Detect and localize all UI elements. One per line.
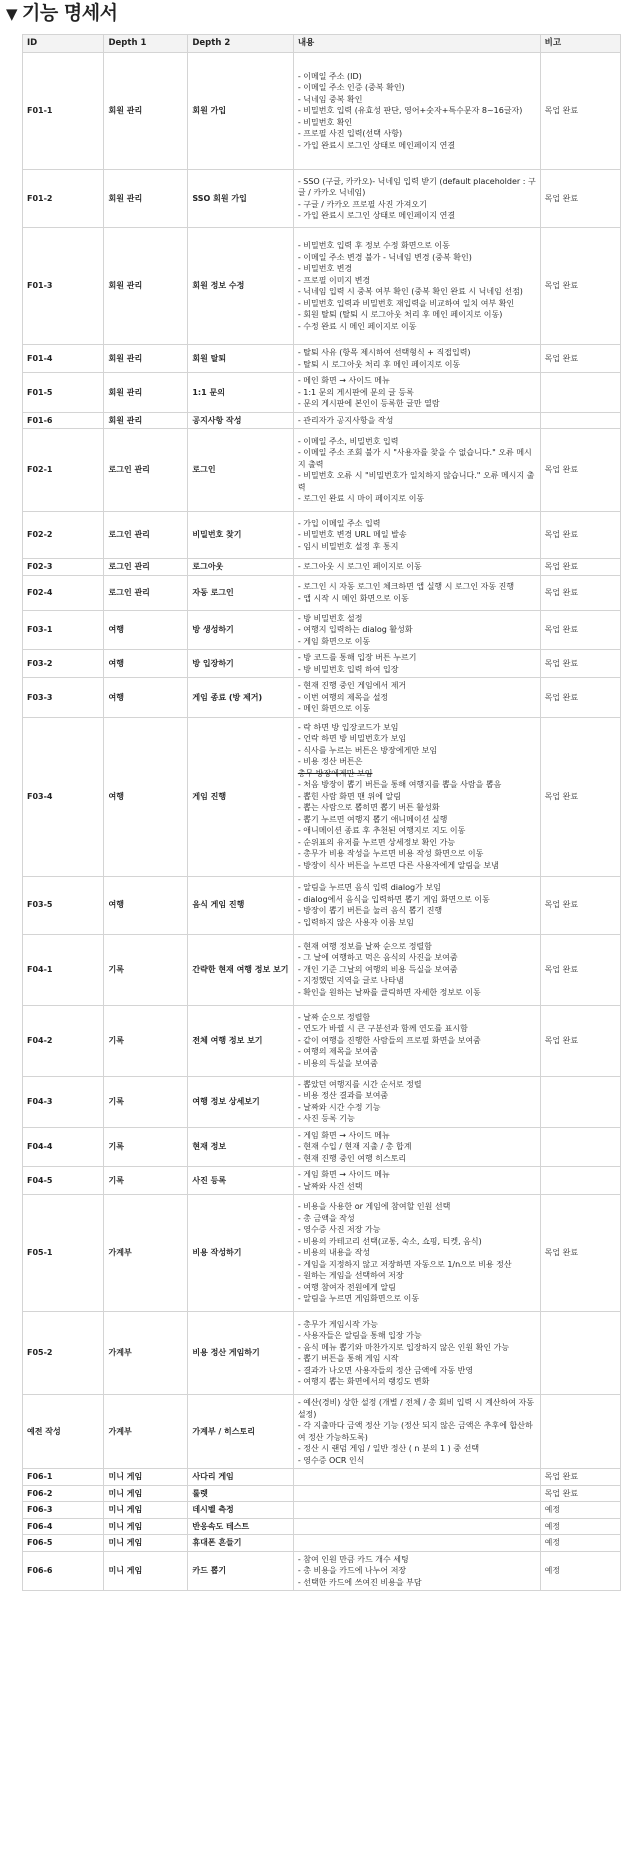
cell-depth2: SSO 회원 가입 (188, 170, 293, 228)
content-line: - 총무가 비용 작성을 누르면 비용 작성 화면으로 이동 (297, 849, 484, 859)
cell-note: 목업 완료 (540, 53, 620, 170)
cell-id: F03-1 (23, 610, 104, 650)
cell-content (293, 228, 540, 345)
cell-content (293, 1167, 540, 1195)
cell-content (293, 429, 540, 512)
cell-depth2: 룰렛 (188, 1485, 293, 1502)
cell-note: 목업 완료 (540, 1005, 620, 1076)
cell-depth1: 미니 게임 (104, 1485, 188, 1502)
content-line: - 날짜와 사건 선택 (297, 1181, 363, 1191)
content-line: - 현재 진행 중인 게임에서 제거 (297, 681, 407, 690)
cell-note (540, 1127, 620, 1167)
content-line: - 알림을 누르면 음식 입력 dialog가 보임 (297, 883, 441, 892)
cell-content (293, 1551, 540, 1591)
content-line: - 비밀번호 변경 (297, 264, 353, 273)
content-line: - 이메일 주소 변경 불가 - 닉네임 변경 (중복 확인) (297, 252, 472, 262)
cell-depth1: 기록 (104, 934, 188, 1005)
content-line: - 입력하지 않은 사용자 이름 보임 (297, 917, 414, 927)
cell-note: 목업 완료 (540, 934, 620, 1005)
content-line: - 원하는 게임을 선택하여 저장 (297, 1271, 404, 1281)
table-row (23, 53, 621, 170)
content-line: - 순위표의 유저를 누르면 상세정보 확인 가능 (297, 837, 456, 847)
content-line: - 애니메이션 종료 후 추천된 여행지로 지도 이동 (297, 826, 466, 836)
table-row (23, 575, 621, 610)
table-row (23, 876, 621, 934)
cell-depth1: 가계부 (104, 1195, 188, 1312)
cell-id: F04-2 (23, 1005, 104, 1076)
cell-id: F01-2 (23, 170, 104, 228)
cell-id: F03-4 (23, 717, 104, 876)
content-line: - 비밀번호 확인 (297, 117, 353, 127)
content-line: - 비밀번호 입력과 비밀번호 재입력을 비교하여 일치 여부 확인 (297, 298, 515, 308)
cell-id: F06-6 (23, 1551, 104, 1591)
header-content: 내용 (293, 35, 540, 53)
cell-depth2: 데시벨 측정 (188, 1502, 293, 1519)
content-line: - 프로필 이미지 변경 (297, 275, 371, 285)
content-line: - 총무가 게임시작 가능 (297, 1319, 378, 1329)
cell-id: 예전 작성 (23, 1395, 104, 1469)
cell-note: 예정 (540, 1518, 620, 1535)
cell-id: F01-4 (23, 345, 104, 373)
cell-depth2: 간략한 현재 여행 정보 보기 (188, 934, 293, 1005)
cell-note: 목업 완료 (540, 650, 620, 678)
cell-depth1: 기록 (104, 1167, 188, 1195)
content-line: - 1:1 문의 게시판에 문의 글 등록 (297, 387, 414, 397)
cell-depth2: 회원 가입 (188, 53, 293, 170)
cell-depth2: 공지사항 작성 (188, 412, 293, 429)
content-line: - 로그인 시 자동 로그인 체크하면 앱 실행 시 로그인 자동 진행 (297, 582, 515, 591)
page-title (6, 0, 117, 27)
cell-id: F06-5 (23, 1535, 104, 1552)
table-row (23, 373, 621, 413)
cell-content (293, 170, 540, 228)
content-line: - 메인 화면으로 이동 (297, 704, 371, 713)
cell-id: F02-2 (23, 512, 104, 559)
cell-depth1: 가계부 (104, 1395, 188, 1469)
cell-content (293, 717, 540, 876)
cell-id: F04-1 (23, 934, 104, 1005)
cell-content (293, 1395, 540, 1469)
content-line: - 참여 인원 만큼 카드 개수 세팅 (297, 1554, 409, 1564)
content-line: - 지정했던 지역을 글로 나타냄 (297, 976, 404, 986)
cell-note: 목업 완료 (540, 345, 620, 373)
cell-depth1: 회원 관리 (104, 228, 188, 345)
spec-table (22, 34, 621, 1591)
content-line: - 가입 완료시 로그인 상태로 메인페이지 연결 (297, 140, 456, 150)
content-line: - 뽑기 버튼을 통해 게임 시작 (297, 1354, 399, 1363)
cell-depth1: 회원 관리 (104, 345, 188, 373)
header-depth1: Depth 1 (104, 35, 188, 53)
content-line: - 알림을 누르면 게임화면으로 이동 (297, 1294, 420, 1304)
content-line: - 로그인 완료 시 마이 페이지로 이동 (297, 494, 425, 503)
content-line: - 뽑는 사람으로 뽑히면 뽑기 버튼 활성화 (297, 803, 440, 813)
cell-content (293, 1005, 540, 1076)
cell-note (540, 373, 620, 413)
content-line: - 날짜와 시간 수정 기능 (297, 1102, 381, 1112)
cell-content (293, 345, 540, 373)
table-row (23, 1005, 621, 1076)
table-row (23, 512, 621, 559)
table-row (23, 1167, 621, 1195)
content-line: - 날짜 순으로 정렬함 (297, 1012, 371, 1022)
cell-content (293, 53, 540, 170)
content-line: - 이메일 주소 조회 불가 시 "사용자를 찾을 수 없습니다." 오류 메시지 출력 (297, 448, 532, 469)
cell-id: F04-5 (23, 1167, 104, 1195)
content-line: - 그 날에 여행하고 먹은 음식의 사진을 보여줌 (297, 953, 458, 963)
cell-depth1: 회원 관리 (104, 373, 188, 413)
table-row (23, 1127, 621, 1167)
header-depth2: Depth 2 (188, 35, 293, 53)
content-line: - 방 비밀번호 설정 (297, 613, 363, 623)
cell-depth2: 사다리 게임 (188, 1469, 293, 1486)
content-line: - 여행의 제목을 보여줌 (297, 1047, 378, 1057)
cell-id: F02-4 (23, 575, 104, 610)
table-row (23, 1076, 621, 1127)
content-line: - dialog에서 음식을 입력하면 뽑기 게임 화면으로 이동 (297, 894, 490, 904)
content-line: - 뽑힌 사람 화면 맨 위에 알림 (297, 791, 401, 801)
content-line: - 방장이 뽑기 버튼을 눌러 음식 뽑기 진행 (297, 906, 443, 915)
content-line: - 뽑았던 여행지를 시간 순서로 정렬 (297, 1079, 422, 1089)
cell-content (293, 575, 540, 610)
cell-id: F01-3 (23, 228, 104, 345)
content-line: - 비용의 내용을 작성 (297, 1248, 371, 1258)
content-line: - 닉네임 중복 확인 (297, 94, 363, 104)
cell-id: F01-6 (23, 412, 104, 429)
content-line: - 여행지 입력하는 dialog 활성화 (297, 625, 413, 634)
cell-id: F03-3 (23, 678, 104, 718)
cell-id: F03-5 (23, 876, 104, 934)
cell-content (293, 678, 540, 718)
cell-depth1: 여행 (104, 717, 188, 876)
cell-depth2: 1:1 문의 (188, 373, 293, 413)
cell-note (540, 412, 620, 429)
cell-note: 목업 완료 (540, 170, 620, 228)
header-id: ID (23, 35, 104, 53)
content-line: - 각 지출마다 금액 정산 기능 (정산 되지 않은 금액은 추후에 합산하여 정산 가능하도록) (297, 1421, 533, 1442)
cell-id: F01-1 (23, 53, 104, 170)
cell-depth2: 비밀번호 찾기 (188, 512, 293, 559)
cell-note: 목업 완료 (540, 717, 620, 876)
content-line: - 닉네임 입력 시 중복 여부 확인 (중복 확인 완료 시 닉네임 선점) (297, 287, 523, 296)
cell-depth2: 자동 로그인 (188, 575, 293, 610)
content-line: - 비밀번호 입력 후 정보 수정 화면으로 이동 (297, 241, 450, 250)
cell-note: 목업 완료 (540, 678, 620, 718)
content-line: - 사용자들은 알림을 통해 입장 가능 (297, 1331, 422, 1340)
content-line: - 확인을 원하는 날짜를 클릭하면 자세한 정보로 이동 (297, 987, 481, 997)
cell-id: F06-3 (23, 1502, 104, 1519)
table-row (23, 678, 621, 718)
cell-depth1: 로그인 관리 (104, 512, 188, 559)
content-line: - 메인 화면 → 사이드 메뉴 (297, 376, 390, 385)
content-line: - 현재 수입 / 현재 지출 / 총 합계 (297, 1142, 412, 1151)
content-line: - 사진 등록 기능 (297, 1114, 355, 1123)
table-row (23, 228, 621, 345)
content-line: 총무 방장에게만 보임 (297, 768, 373, 778)
content-line: - 로그아웃 시 로그인 페이지로 이동 (297, 562, 422, 571)
cell-note: 예정 (540, 1535, 620, 1552)
cell-depth1: 미니 게임 (104, 1551, 188, 1591)
table-row (23, 1312, 621, 1395)
table-row (23, 170, 621, 228)
content-line: - 수정 완료 시 메인 페이지로 이동 (297, 321, 417, 331)
table-row (23, 1551, 621, 1591)
cell-content (293, 1127, 540, 1167)
content-line: - 예산(경비) 상한 설정 (개별 / 전체 / 총 회비 입력 시 계산하여 자동 설정) (297, 1398, 534, 1419)
cell-depth2: 회원 정보 수정 (188, 228, 293, 345)
content-line: - 락 하면 방 입장코드가 보임 (297, 722, 399, 732)
table-row (23, 610, 621, 650)
cell-depth2: 전체 여행 정보 보기 (188, 1005, 293, 1076)
cell-depth2: 게임 진행 (188, 717, 293, 876)
cell-note (540, 1312, 620, 1395)
cell-depth2: 가계부 / 히스토리 (188, 1395, 293, 1469)
content-line: - 프로필 사진 입력(선택 사항) (297, 129, 403, 139)
cell-depth2: 방 생성하기 (188, 610, 293, 650)
cell-content (293, 1195, 540, 1312)
content-line: - 관리자가 공지사항을 작성 (297, 415, 394, 425)
cell-depth1: 여행 (104, 678, 188, 718)
content-line: - 영수증 OCR 인식 (297, 1455, 365, 1465)
cell-depth1: 미니 게임 (104, 1518, 188, 1535)
content-line: - 비밀번호 변경 URL 메일 발송 (297, 530, 407, 540)
cell-content (293, 610, 540, 650)
cell-id: F02-3 (23, 559, 104, 576)
content-line: - 선택한 카드에 쓰여진 비용을 부담 (297, 1577, 422, 1587)
table-row (23, 429, 621, 512)
content-line: - 결과가 나오면 사용자들의 정산 금액에 자동 반영 (297, 1365, 474, 1375)
cell-depth1: 여행 (104, 876, 188, 934)
cell-content (293, 650, 540, 678)
cell-depth1: 미니 게임 (104, 1469, 188, 1486)
cell-note (540, 1395, 620, 1469)
content-line: - 현재 여행 정보를 날짜 순으로 정렬함 (297, 941, 432, 951)
page-title-text: 기능 명세서 (22, 2, 118, 24)
cell-note: 예정 (540, 1502, 620, 1519)
content-line: - 연도가 바뀔 시 큰 구분선과 함께 연도를 표시함 (297, 1024, 468, 1034)
cell-id: F06-1 (23, 1469, 104, 1486)
content-line: - 방장이 식사 버튼을 누르면 다른 사용자에게 알림을 보냄 (297, 860, 499, 870)
content-line: - 이메일 주소 (ID) (297, 71, 362, 81)
cell-depth1: 로그인 관리 (104, 575, 188, 610)
cell-content (293, 934, 540, 1005)
content-line: - 게임을 지정하지 않고 저장하면 자동으로 1/n으로 비용 정산 (297, 1259, 512, 1269)
content-line: - 식사를 누르는 버튼은 방장에게만 보임 (297, 745, 438, 755)
cell-content (293, 1312, 540, 1395)
cell-depth1: 여행 (104, 610, 188, 650)
cell-depth1: 로그인 관리 (104, 559, 188, 576)
content-line: - 게임 화면으로 이동 (297, 636, 371, 646)
content-line: - 총 금액을 작성 (297, 1213, 355, 1223)
content-line: - 언락 하면 방 비밀번호가 보임 (297, 734, 407, 744)
table-row (23, 1485, 621, 1502)
cell-note: 목업 완료 (540, 559, 620, 576)
content-line: - 회원 탈퇴 (탈퇴 시 로그아웃 처리 후 메인 페이지로 이동) (297, 310, 503, 319)
cell-depth2: 음식 게임 진행 (188, 876, 293, 934)
cell-id: F03-2 (23, 650, 104, 678)
cell-depth2: 로그아웃 (188, 559, 293, 576)
cell-id: F06-2 (23, 1485, 104, 1502)
content-line: - 게임 화면 → 사이드 메뉴 (297, 1130, 390, 1140)
cell-id: F04-4 (23, 1127, 104, 1167)
table-row (23, 650, 621, 678)
header-note: 비고 (540, 35, 620, 53)
cell-depth1: 미니 게임 (104, 1502, 188, 1519)
cell-content (293, 559, 540, 576)
cell-depth1: 기록 (104, 1127, 188, 1167)
content-line: - 이메일 주소, 비밀번호 입력 (297, 436, 399, 446)
cell-depth2: 방 입장하기 (188, 650, 293, 678)
content-line: - 음식 메뉴 뽑기와 마찬가지로 입장하지 않은 인원 확인 가능 (297, 1342, 510, 1352)
content-line: - 비용의 카테고리 선택(교통, 숙소, 쇼핑, 티켓, 음식) (297, 1236, 482, 1246)
content-line: - 게임 화면 → 사이드 메뉴 (297, 1170, 390, 1179)
cell-depth2: 회원 탈퇴 (188, 345, 293, 373)
content-line: - 정산 시 랜덤 게임 / 일반 정산 ( n 분의 1 ) 중 선택 (297, 1444, 480, 1453)
cell-depth2: 게임 종료 (방 제거) (188, 678, 293, 718)
cell-depth2: 카드 뽑기 (188, 1551, 293, 1591)
content-line: - 같이 여행을 진행한 사람들의 프로필 화면을 보여줌 (297, 1035, 481, 1045)
cell-note: 목업 완료 (540, 610, 620, 650)
cell-depth2: 로그인 (188, 429, 293, 512)
content-line: - 비밀번호 오류 시 "비밀번호가 일치하지 않습니다." 오류 메시지 출력 (297, 471, 535, 492)
cell-id: F05-1 (23, 1195, 104, 1312)
cell-content (293, 1485, 540, 1502)
cell-content (293, 412, 540, 429)
content-line: - 앱 시작 시 메인 화면으로 이동 (297, 593, 409, 603)
cell-depth1: 회원 관리 (104, 53, 188, 170)
cell-depth1: 여행 (104, 650, 188, 678)
cell-id: F01-5 (23, 373, 104, 413)
cell-depth1: 회원 관리 (104, 412, 188, 429)
table-row (23, 934, 621, 1005)
content-line: - 총 비용을 카드에 나누어 저장 (297, 1566, 407, 1575)
cell-content (293, 1502, 540, 1519)
cell-content (293, 1469, 540, 1486)
table-row (23, 1195, 621, 1312)
cell-id: F04-3 (23, 1076, 104, 1127)
content-line: - 여행지 뽑는 화면에서의 랭킹도 변화 (297, 1377, 430, 1386)
cell-content (293, 1518, 540, 1535)
content-line: - SSO (구글, 카카오)- 닉네임 입력 받기 (default placeholder : 구글 / 카카오 닉네임) (297, 176, 536, 197)
cell-note: 목업 완료 (540, 1485, 620, 1502)
cell-note: 예정 (540, 1551, 620, 1591)
content-line: - 뽑기 누르면 여행지 뽑기 애니메이션 실행 (297, 814, 448, 824)
table-row (23, 1395, 621, 1469)
cell-content (293, 1076, 540, 1127)
content-line: - 가입 이메일 주소 입력 (297, 518, 381, 528)
content-line: - 여행 참여자 전원에게 알림 (297, 1282, 396, 1292)
table-row (23, 1469, 621, 1486)
cell-depth1: 기록 (104, 1005, 188, 1076)
cell-note: 목업 완료 (540, 228, 620, 345)
cell-depth1: 회원 관리 (104, 170, 188, 228)
table-row (23, 1502, 621, 1519)
content-line: - 방 비밀번호 입력 하여 입장 (297, 664, 399, 674)
content-line: - 이메일 주소 인증 (중복 확인) (297, 83, 405, 93)
cell-content (293, 1535, 540, 1552)
content-line: - 현재 진행 중인 여행 히스토리 (297, 1153, 407, 1163)
content-line: - 영수증 사진 저장 가능 (297, 1225, 381, 1235)
content-line: - 비밀번호 입력 (유효성 판단, 영어+숫자+특수문자 8~16글자) (297, 106, 523, 116)
cell-depth1: 기록 (104, 1076, 188, 1127)
cell-depth1: 로그인 관리 (104, 429, 188, 512)
content-line: - 비용의 득실을 보여줌 (297, 1058, 378, 1068)
content-line: - 임시 비밀번호 설정 후 통지 (297, 541, 399, 551)
cell-note: 목업 완료 (540, 575, 620, 610)
content-line: - 탈퇴 사유 (항목 제시하여 선택형식 + 직접입력) (297, 348, 471, 357)
content-line: - 비용을 사용한 or 게임에 참여할 인원 선택 (297, 1202, 451, 1212)
content-line: - 구글 / 카카오 프로필 사진 가져오기 (297, 199, 427, 209)
cell-depth2: 사진 등록 (188, 1167, 293, 1195)
cell-depth1: 가계부 (104, 1312, 188, 1395)
content-line: - 방 코드를 통해 입장 버튼 누르기 (297, 653, 417, 662)
cell-depth2: 반응속도 테스트 (188, 1518, 293, 1535)
content-line: - 문의 게시판에 본인이 등록한 글만 열람 (297, 399, 440, 408)
cell-note (540, 1167, 620, 1195)
cell-id: F06-4 (23, 1518, 104, 1535)
cell-id: F05-2 (23, 1312, 104, 1395)
content-line: - 비용 정산 버튼은 (297, 757, 363, 767)
cell-id: F02-1 (23, 429, 104, 512)
table-row (23, 1518, 621, 1535)
content-line: - 탈퇴 시 로그아웃 처리 후 메인 페이지로 이동 (297, 359, 461, 369)
table-row (23, 345, 621, 373)
cell-note: 목업 완료 (540, 429, 620, 512)
cell-depth2: 비용 정산 게임하기 (188, 1312, 293, 1395)
cell-content (293, 373, 540, 413)
cell-note: 목업 완료 (540, 1195, 620, 1312)
content-line: - 처음 방장이 뽑기 버튼을 통해 여행지를 뽑을 사람을 뽑음 (297, 780, 502, 790)
toggle-triangle-icon[interactable]: ▼ (6, 5, 18, 23)
cell-depth2: 여행 정보 상세보기 (188, 1076, 293, 1127)
cell-note: 목업 완료 (540, 512, 620, 559)
table-row (23, 559, 621, 576)
content-line: - 개인 기준 그날의 여행의 비용 득실을 보여줌 (297, 964, 458, 974)
cell-note (540, 1076, 620, 1127)
content-line: - 비용 정산 결과를 보여줌 (297, 1091, 389, 1100)
cell-depth2: 비용 작성하기 (188, 1195, 293, 1312)
table-header-row (23, 35, 621, 53)
table-row (23, 717, 621, 876)
cell-content (293, 512, 540, 559)
cell-depth1: 미니 게임 (104, 1535, 188, 1552)
cell-note: 목업 완료 (540, 876, 620, 934)
cell-note: 목업 완료 (540, 1469, 620, 1486)
cell-content (293, 876, 540, 934)
content-line: - 가입 완료시 로그인 상태로 메인페이지 연결 (297, 211, 456, 220)
cell-depth2: 현재 정보 (188, 1127, 293, 1167)
table-row (23, 1535, 621, 1552)
table-row (23, 412, 621, 429)
cell-depth2: 휴대폰 흔들기 (188, 1535, 293, 1552)
content-line: - 이번 여행의 제목을 설정 (297, 692, 389, 702)
